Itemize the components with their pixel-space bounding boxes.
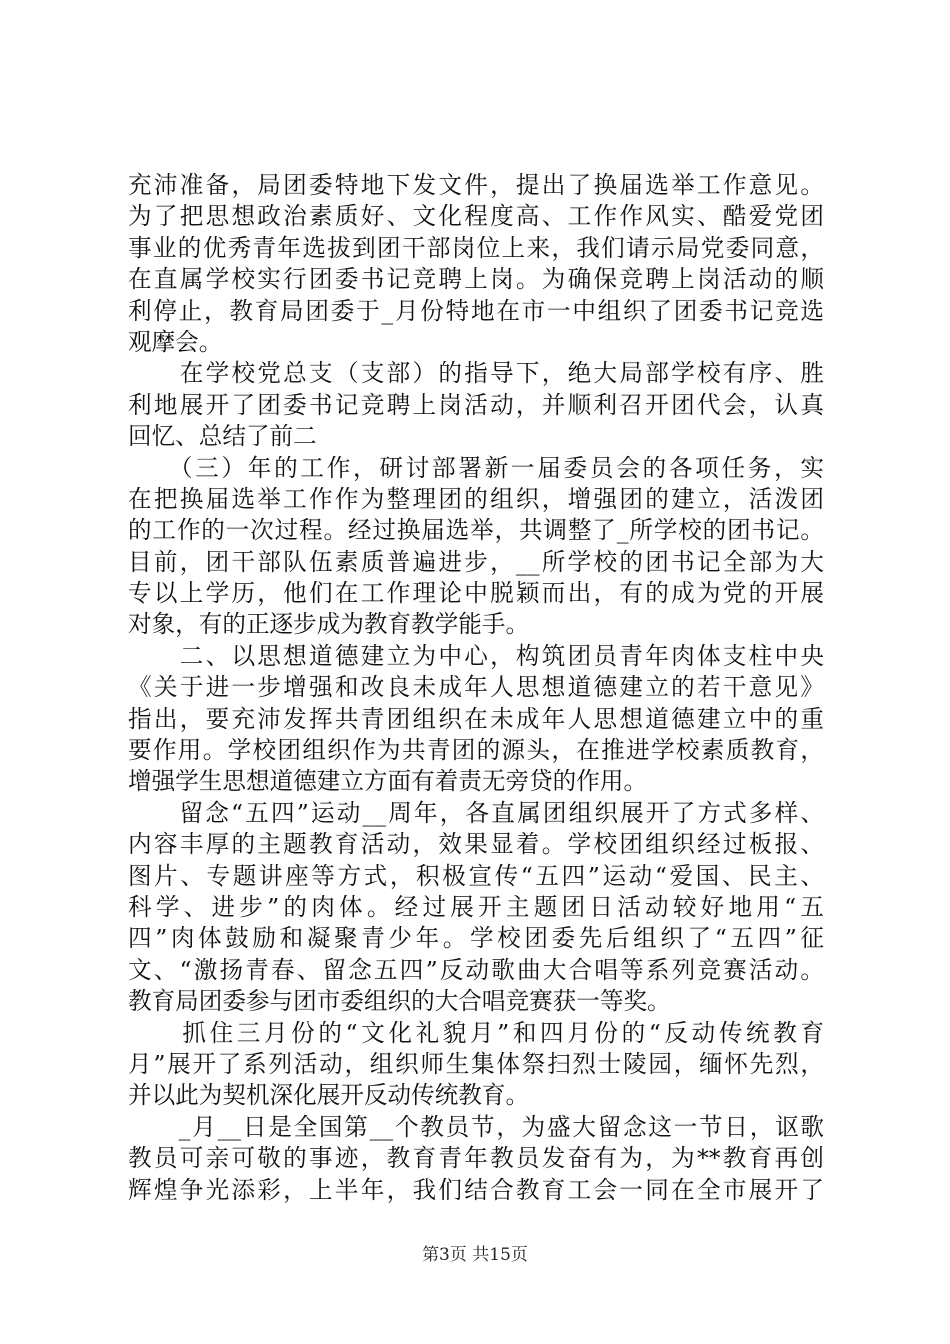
text-line: 月”展开了系列活动，组织师生集体祭扫烈士陵园，缅怀先烈， <box>128 1049 824 1078</box>
text-line: 二、以思想道德建立为中心，构筑团员青年肉体支柱中央 <box>128 641 824 670</box>
text-line: 回忆、总结了前二 <box>128 422 317 451</box>
text-line: 并以此为契机深化展开反动传统教育。 <box>128 1081 530 1110</box>
text-line: 专以上学历，他们在工作理论中脱颖而出，有的成为党的开展 <box>128 579 824 608</box>
text-line: 辉煌争光添彩，上半年，我们结合教育工会一同在全市展开了 <box>128 1175 824 1204</box>
text-line: 指出，要充沛发挥共青团组织在未成年人思想道德建立中的重 <box>128 704 824 733</box>
text-line: 利地展开了团委书记竞聘上岗活动，并顺利召开团代会，认真 <box>128 390 824 419</box>
text-line: 四”肉体鼓励和凝聚青少年。学校团委先后组织了“五四”征 <box>128 924 824 953</box>
text-line: 利停止，教育局团委于_月份特地在市一中组织了团委书记竞选 <box>128 296 824 325</box>
text-line: 增强学生思想道德建立方面有着责无旁贷的作用。 <box>128 767 648 796</box>
text-line: 留念“五四”运动__周年，各直属团组织展开了方式多样、 <box>128 798 824 827</box>
text-line: 要作用。学校团组织作为共青团的源头，在推进学校素质教育， <box>128 736 824 765</box>
text-line: 在直属学校实行团委书记竞聘上岗。为确保竞聘上岗活动的顺 <box>128 265 824 294</box>
text-line: 观摩会。 <box>128 327 223 356</box>
page-footer: 第3页 共15页 <box>422 1245 528 1265</box>
text-line: 为了把思想政治素质好、文化程度高、工作作风实、酷爱党团 <box>128 202 824 231</box>
text-line: 教员可亲可敬的事迹，教育青年教员发奋有为，为**教育再创 <box>128 1144 824 1173</box>
text-line: 在学校党总支（支部）的指导下，绝大局部学校有序、胜 <box>128 359 824 388</box>
text-line: 充沛准备，局团委特地下发文件，提出了换届选举工作意见。 <box>128 171 824 199</box>
text-line: 文、“激扬青春、留念五四”反动歌曲大合唱等系列竞赛活动。 <box>128 955 824 984</box>
text-line: （三）年的工作，研讨部署新一届委员会的各项任务，实 <box>128 453 824 482</box>
text-line: 内容丰厚的主题教育活动，效果显着。学校团组织经过板报、 <box>128 830 824 859</box>
text-line: _月__日是全国第__个教员节，为盛大留念这一节日，讴歌 <box>128 1112 824 1141</box>
text-line: 《关于进一步增强和改良未成年人思想道德建立的若干意见》 <box>128 673 824 702</box>
text-line: 科学、进步”的肉体。经过展开主题团日活动较好地用“五 <box>128 892 824 921</box>
text-line: 在把换届选举工作作为整理团的组织，增强团的建立，活泼团 <box>128 484 824 513</box>
text-line: 教育局团委参与团市委组织的大合唱竞赛获一等奖。 <box>128 987 671 1016</box>
text-line: 图片、专题讲座等方式，积极宣传“五四”运动“爱国、民主、 <box>128 861 824 890</box>
text-line: 的工作的一次过程。经过换届选举，共调整了_所学校的团书记。 <box>128 516 824 545</box>
document-body <box>128 170 824 1206</box>
text-line: 事业的优秀青年选拔到团干部岗位上来，我们请示局党委同意， <box>128 233 824 262</box>
text-line: 抓住三月份的“文化礼貌月”和四月份的“反动传统教育 <box>128 1018 824 1047</box>
text-line: 对象，有的正逐步成为教育教学能手。 <box>128 610 530 639</box>
text-line: 目前，团干部队伍素质普遍进步，__所学校的团书记全部为大 <box>128 547 824 576</box>
